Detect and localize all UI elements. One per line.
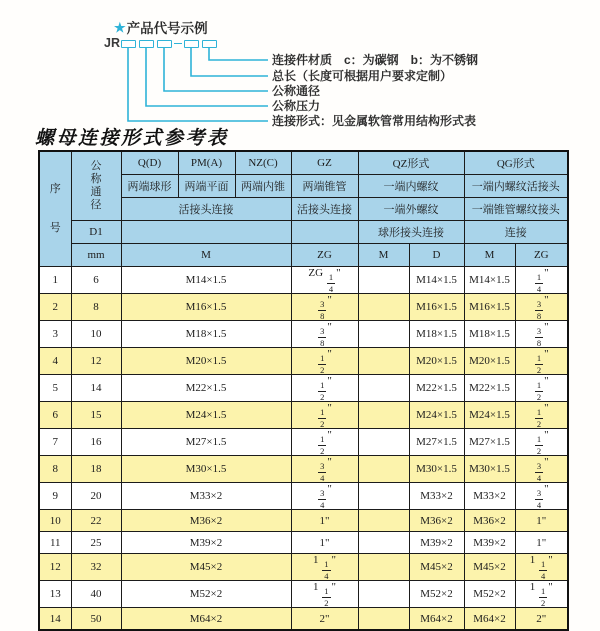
reference-table-wrap (38, 150, 569, 631)
cell-qg-m: M39×2 (464, 532, 515, 554)
cell-m: M16×1.5 (121, 294, 291, 321)
header-unit-m: M (121, 244, 291, 267)
callout-label-length: 总长（长度可根据用户要求定制） (272, 69, 453, 83)
cell-gz-zg: 1 $\frac{1}{2}$ " (291, 581, 358, 608)
table-row (39, 267, 568, 294)
header-qz-desc2: 一端外螺纹 (358, 198, 464, 221)
cell-seq: 9 (39, 483, 71, 510)
cell-qg-zg: $\frac{3}{8}$ " (515, 321, 568, 348)
table-row (39, 321, 568, 348)
cell-qg-m: M52×2 (464, 581, 515, 608)
cell-mm: 22 (71, 510, 121, 532)
header-code-q: Q(D) (121, 151, 178, 175)
callout-label-diameter: 公称通径 (272, 84, 321, 98)
cell-seq: 13 (39, 581, 71, 608)
cell-qz-d: M64×2 (409, 608, 464, 631)
header-qz-connection: 球形接头连接 (358, 221, 464, 244)
cell-mm: 40 (71, 581, 121, 608)
cell-qg-zg: $\frac{3}{4}$ " (515, 456, 568, 483)
header-qg-desc2: 一端锥管螺纹接头 (464, 198, 568, 221)
cell-qz-m (358, 267, 409, 294)
cell-m: M20×1.5 (121, 348, 291, 375)
table-row (39, 294, 568, 321)
table-title: 螺母连接形式参考表 (35, 128, 229, 149)
cell-qg-m: M27×1.5 (464, 429, 515, 456)
cell-seq: 14 (39, 608, 71, 631)
cell-m: M36×2 (121, 510, 291, 532)
cell-qg-zg: $\frac{3}{4}$ " (515, 483, 568, 510)
cell-qz-d: M30×1.5 (409, 456, 464, 483)
cell-mm: 6 (71, 267, 121, 294)
cell-seq: 12 (39, 554, 71, 581)
cell-qg-zg: $\frac{1}{4}$ " (515, 267, 568, 294)
table-row (39, 532, 568, 554)
cell-m: M52×2 (121, 581, 291, 608)
cell-mm: 32 (71, 554, 121, 581)
reference-table (38, 150, 569, 631)
cell-mm: 15 (71, 402, 121, 429)
table-row (39, 456, 568, 483)
cell-qz-m (358, 608, 409, 631)
cell-m: M45×2 (121, 554, 291, 581)
cell-m: M30×1.5 (121, 456, 291, 483)
cell-gz-zg: $\frac{3}{4}$ " (291, 456, 358, 483)
cell-qg-m: M36×2 (464, 510, 515, 532)
cell-gz-zg: $\frac{1}{2}$ " (291, 429, 358, 456)
cell-qg-m: M64×2 (464, 608, 515, 631)
table-body (39, 267, 568, 631)
cell-qg-zg: 1" (515, 510, 568, 532)
cell-seq: 6 (39, 402, 71, 429)
cell-m: M22×1.5 (121, 375, 291, 402)
header-code-qg: QG形式 (464, 151, 568, 175)
table-row (39, 483, 568, 510)
cell-seq: 1 (39, 267, 71, 294)
cell-mm: 50 (71, 608, 121, 631)
callout-lines (0, 0, 300, 130)
cell-gz-zg: 1 $\frac{1}{4}$ " (291, 554, 358, 581)
cell-qz-d: M39×2 (409, 532, 464, 554)
cell-qz-m (358, 294, 409, 321)
star-icon: ★ (114, 19, 126, 35)
header-d1: D1 (71, 221, 121, 244)
cell-qz-m (358, 321, 409, 348)
cell-qz-d: M16×1.5 (409, 294, 464, 321)
cell-qz-d: M45×2 (409, 554, 464, 581)
cell-qg-m: M18×1.5 (464, 321, 515, 348)
header-unit-mm: mm (71, 244, 121, 267)
header-empty-mid (121, 221, 291, 244)
header-seq: 序 号 (39, 151, 71, 267)
header-unit-qg-zg: ZG (515, 244, 568, 267)
cell-seq: 3 (39, 321, 71, 348)
cell-seq: 5 (39, 375, 71, 402)
cell-m: M18×1.5 (121, 321, 291, 348)
cell-qz-d: M20×1.5 (409, 348, 464, 375)
cell-mm: 8 (71, 294, 121, 321)
header-desc-qg: 一端内螺纹活接头 (464, 175, 568, 198)
cell-gz-zg: 2" (291, 608, 358, 631)
cell-seq: 11 (39, 532, 71, 554)
cell-qz-d: M27×1.5 (409, 429, 464, 456)
cell-m: M39×2 (121, 532, 291, 554)
cell-gz-zg: $\frac{3}{8}$ " (291, 321, 358, 348)
cell-qz-d: M18×1.5 (409, 321, 464, 348)
header-qg-connection: 连接 (464, 221, 568, 244)
header-desc-pm: 两端平面 (178, 175, 235, 198)
header-desc-gz: 两端锥管 (291, 175, 358, 198)
cell-m: M27×1.5 (121, 429, 291, 456)
cell-mm: 16 (71, 429, 121, 456)
table-row (39, 429, 568, 456)
header-desc-qz: 一端内螺纹 (358, 175, 464, 198)
cell-qg-m: M22×1.5 (464, 375, 515, 402)
header-unit-qz-d: D (409, 244, 464, 267)
cell-qg-m: M14×1.5 (464, 267, 515, 294)
cell-seq: 8 (39, 456, 71, 483)
table-header (39, 151, 568, 267)
callout-label-pressure: 公称压力 (272, 99, 321, 113)
cell-seq: 7 (39, 429, 71, 456)
code-prefix: JR (104, 36, 120, 50)
cell-qg-zg: 2" (515, 608, 568, 631)
header-code-qz: QZ形式 (358, 151, 464, 175)
cell-qz-m (358, 375, 409, 402)
cell-qz-m (358, 483, 409, 510)
cell-qg-zg: $\frac{1}{2}$ " (515, 375, 568, 402)
table-row (39, 375, 568, 402)
cell-qz-m (358, 348, 409, 375)
cell-m: M24×1.5 (121, 402, 291, 429)
cell-qz-d: M24×1.5 (409, 402, 464, 429)
cell-qz-d: M14×1.5 (409, 267, 464, 294)
cell-gz-zg: ZG $\frac{1}{4}$ " (291, 267, 358, 294)
header-code-gz: GZ (291, 151, 358, 175)
callout-label-connection: 连接形式：见金属软管常用结构形式表 (272, 114, 477, 128)
cell-qz-d: M22×1.5 (409, 375, 464, 402)
cell-mm: 20 (71, 483, 121, 510)
cell-seq: 4 (39, 348, 71, 375)
table-row (39, 608, 568, 631)
cell-qg-zg: $\frac{1}{2}$ " (515, 429, 568, 456)
cell-qg-zg: $\frac{3}{8}$ " (515, 294, 568, 321)
cell-m: M64×2 (121, 608, 291, 631)
cell-qg-zg: $\frac{1}{2}$ " (515, 402, 568, 429)
cell-m: M33×2 (121, 483, 291, 510)
header-desc-q: 两端球形 (121, 175, 178, 198)
header-desc-nz: 两端内锥 (235, 175, 291, 198)
header-code-pm: PM(A) (178, 151, 235, 175)
header-unit-qz-m: M (358, 244, 409, 267)
header-nominal-diameter: 公 称 通 径 (71, 151, 121, 221)
cell-qg-m: M33×2 (464, 483, 515, 510)
cell-gz-zg: $\frac{1}{2}$ " (291, 402, 358, 429)
cell-seq: 2 (39, 294, 71, 321)
cell-mm: 25 (71, 532, 121, 554)
cell-mm: 10 (71, 321, 121, 348)
cell-qz-m (358, 532, 409, 554)
cell-qz-m (358, 554, 409, 581)
cell-seq: 10 (39, 510, 71, 532)
table-row (39, 581, 568, 608)
diagram-title-text: 产品代号示例 (126, 21, 208, 36)
cell-qz-d: M33×2 (409, 483, 464, 510)
cell-qz-m (358, 429, 409, 456)
table-row (39, 554, 568, 581)
header-code-nz: NZ(C) (235, 151, 291, 175)
cell-gz-zg: $\frac{3}{8}$ " (291, 294, 358, 321)
cell-gz-zg: $\frac{1}{2}$ " (291, 348, 358, 375)
cell-qz-m (358, 456, 409, 483)
cell-qg-m: M30×1.5 (464, 456, 515, 483)
cell-gz-zg: $\frac{1}{2}$ " (291, 375, 358, 402)
header-gz-connection: 活接头连接 (291, 198, 358, 221)
cell-gz-zg: 1" (291, 510, 358, 532)
cell-gz-zg: $\frac{3}{4}$ " (291, 483, 358, 510)
cell-qz-m (358, 581, 409, 608)
header-union-connection: 活接头连接 (121, 198, 291, 221)
cell-qz-m (358, 402, 409, 429)
header-unit-qg-m: M (464, 244, 515, 267)
cell-gz-zg: 1" (291, 532, 358, 554)
header-unit-zg: ZG (291, 244, 358, 267)
cell-qz-m (358, 510, 409, 532)
cell-qg-m: M45×2 (464, 554, 515, 581)
cell-mm: 18 (71, 456, 121, 483)
cell-mm: 14 (71, 375, 121, 402)
cell-qz-d: M36×2 (409, 510, 464, 532)
cell-qg-zg: 1 $\frac{1}{4}$ " (515, 554, 568, 581)
cell-qg-m: M24×1.5 (464, 402, 515, 429)
cell-qg-zg: 1 $\frac{1}{2}$ " (515, 581, 568, 608)
cell-mm: 12 (71, 348, 121, 375)
table-row (39, 510, 568, 532)
header-empty-gz (291, 221, 358, 244)
cell-qg-zg: $\frac{1}{2}$ " (515, 348, 568, 375)
callout-label-material: 连接件材质 c：为碳钢 b：为不锈钢 (272, 53, 479, 67)
cell-qg-zg: 1" (515, 532, 568, 554)
table-row (39, 402, 568, 429)
cell-qg-m: M20×1.5 (464, 348, 515, 375)
cell-m: M14×1.5 (121, 267, 291, 294)
cell-qg-m: M16×1.5 (464, 294, 515, 321)
table-row (39, 348, 568, 375)
cell-qz-d: M52×2 (409, 581, 464, 608)
